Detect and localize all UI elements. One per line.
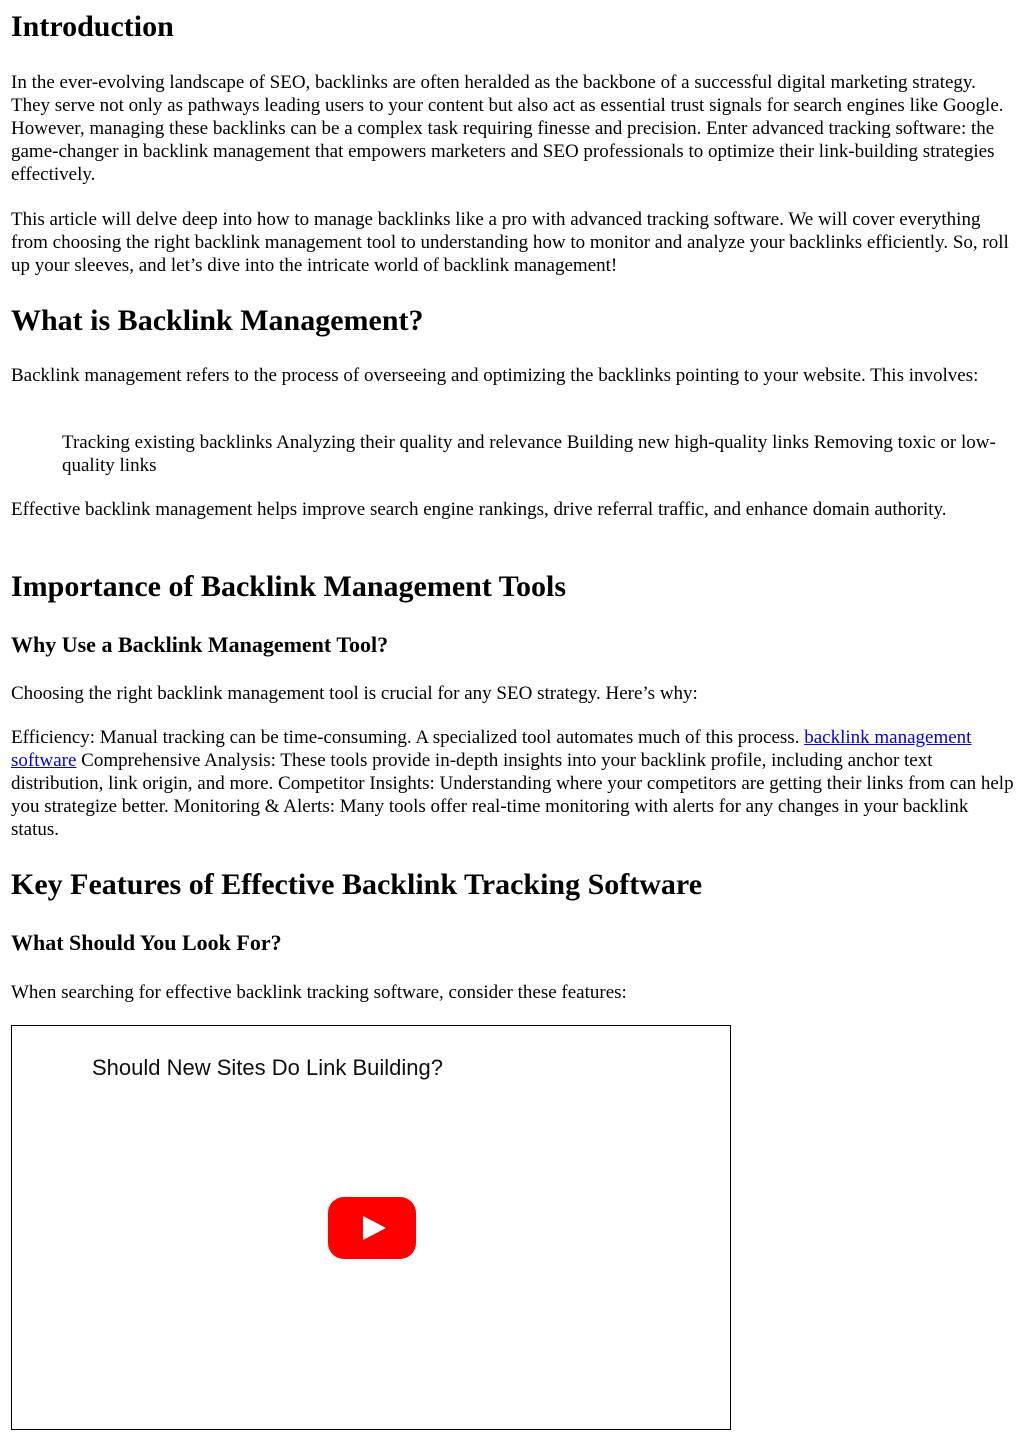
intro-paragraph-1: In the ever-evolving landscape of SEO, backlinks are often heralded as the backbone of a successful digital marketing strategy. They serve not only as pathways leading users to your content but also act as essential trust signals for search engines like Google. However, managing these backlinks can be a complex task requiring finesse and precision. Enter advanced tracking software: the game-changer in backlink management that empowers marketers and SEO professionals to optimize their link-building strategies effectively. [11, 72, 1004, 185]
key-features-paragraph-1: When searching for effective backlink tracking software, consider these features: [11, 982, 627, 1003]
heading-introduction: Introduction [11, 10, 174, 43]
backlink-tasks-list: Tracking existing backlinks Analyzing their quality and relevance Building new high-quality links Removing toxic or low-quality links [62, 432, 996, 476]
youtube-play-icon[interactable] [328, 1197, 416, 1259]
importance-paragraph-2 [11, 726, 1018, 841]
importance-paragraph-1: Choosing the right backlink management tool is crucial for any SEO strategy. Here’s why: [11, 683, 698, 704]
importance-text-before-link: Efficiency: Manual tracking can be time-consuming. A specialized tool automates much of this process. [11, 727, 805, 748]
heading-key-features: Key Features of Effective Backlink Tracking Software [11, 868, 703, 901]
what-is-paragraph-1: Backlink management refers to the process of overseeing and optimizing the backlinks pointing to your website. This involves: [11, 365, 979, 386]
heading-what-is-backlink-management: What is Backlink Management? [11, 304, 424, 337]
video-title[interactable]: Should New Sites Do Link Building? [92, 1055, 443, 1080]
video-embed[interactable] [11, 1025, 731, 1430]
play-triangle-icon [363, 1216, 386, 1240]
subheading-why-use-tool: Why Use a Backlink Management Tool? [11, 632, 389, 657]
intro-paragraph-2: This article will delve deep into how to manage backlinks like a pro with advanced tracking software. We will cover everything from choosing the right backlink management tool to understanding how to monitor and analyze your backlinks efficiently. So, roll up your sleeves, and let’s dive into the intricate world of backlink management! [11, 209, 1009, 276]
what-is-paragraph-2: Effective backlink management helps improve search engine rankings, drive referral traffic, and enhance domain authority. [11, 499, 947, 520]
subheading-what-to-look-for: What Should You Look For? [11, 930, 282, 955]
importance-text-after-link: Comprehensive Analysis: These tools provide in-depth insights into your backlink profile, including anchor text distribution, link origin, and more. Competitor Insights: Understanding where your competitors are getting their links from can help you strategize better. Monitoring & Alerts: Many tools offer real-time monitoring with alerts for any changes in your backlink status. [11, 750, 1014, 840]
heading-importance-of-tools: Importance of Backlink Management Tools [11, 570, 567, 603]
backlink-management-software-link[interactable]: backlink management software [11, 727, 972, 771]
